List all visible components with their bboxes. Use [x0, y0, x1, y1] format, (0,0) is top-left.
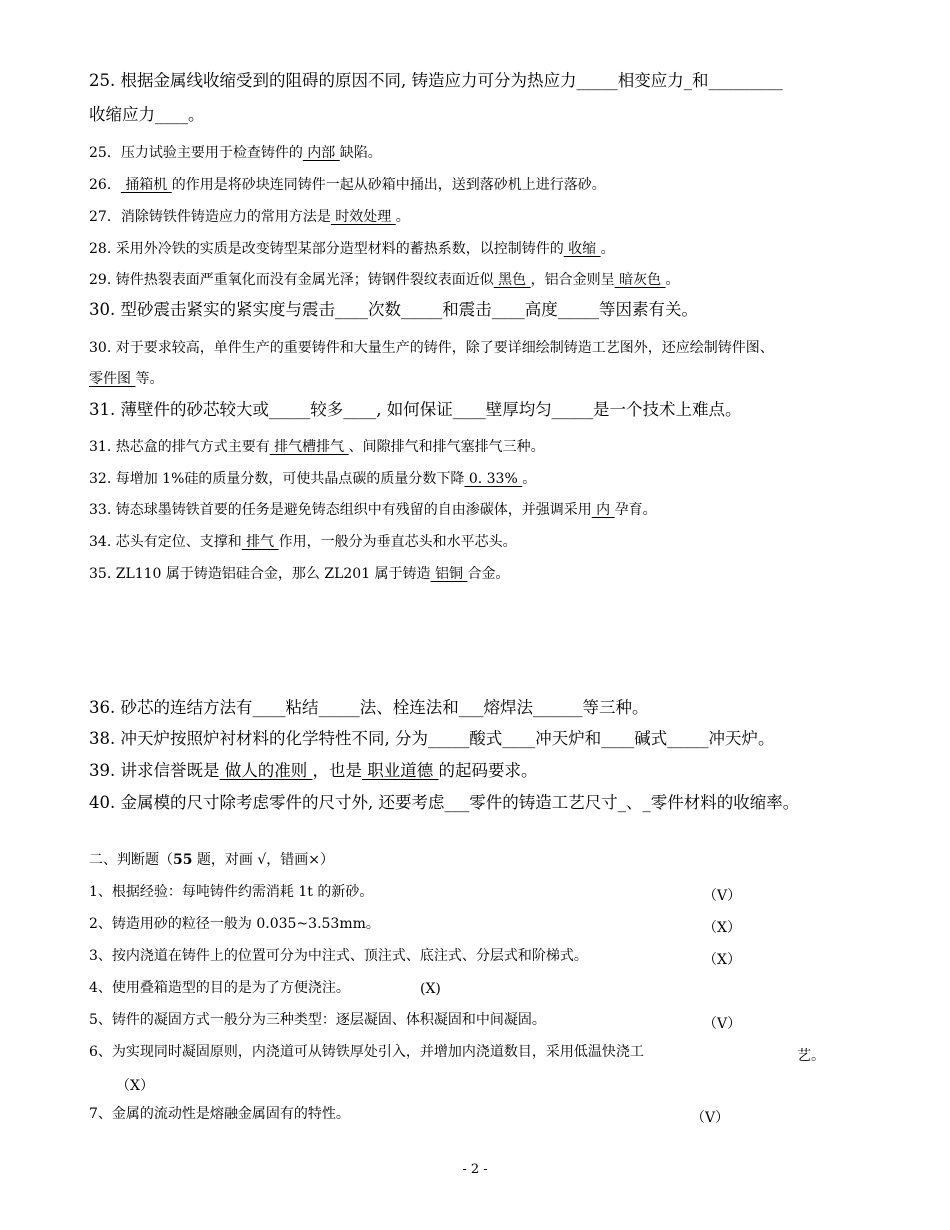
- question-text: 32. 每增加 1%硅的质量分数，可使共晶点碳的质量分数下降: [89, 471, 465, 487]
- question-text: 熔焊法: [483, 698, 533, 717]
- question-line-q30b: [89, 341, 774, 355]
- question-text: 31. 热芯盒的排气方式主要有: [89, 439, 270, 455]
- question-text: 29. 铸件热裂表面严重氧化而没有金属光泽；铸钢件裂纹表面近似: [89, 272, 494, 288]
- answer-blank: 职业道德: [362, 761, 439, 780]
- judgment-mark: （V）: [703, 888, 742, 904]
- judgment-mark: （X）: [703, 952, 741, 968]
- judgment-text: 1、根据经验：每吨铸件约需消耗 1t 的新砂。: [89, 884, 374, 900]
- answer-blank: 内部: [302, 145, 340, 161]
- question-text: _: [683, 71, 692, 90]
- judgment-item-3: [89, 949, 588, 963]
- question-text: 粘结: [285, 698, 319, 717]
- question-text: 碱式: [634, 729, 668, 748]
- judgment-text: 4、使用叠箱造型的目的是为了方便浇注。: [89, 980, 350, 996]
- judgment-item-5: [89, 1013, 546, 1027]
- judgment-mark: （X）: [703, 920, 741, 936]
- question-text: _____: [318, 698, 360, 717]
- judgment-mark: （V）: [691, 1110, 730, 1126]
- question-text: 31. 薄壁件的砂芯较大或: [89, 400, 269, 419]
- question-text: _: [617, 793, 626, 812]
- question-text: 和震击: [442, 300, 492, 319]
- judgment-text: 3、按内浇道在铸件上的位置可分为中注式、顶注式、底注式、分层式和阶梯式。: [89, 948, 588, 964]
- question-line-q30a: [89, 302, 698, 319]
- question-text: ____: [502, 729, 536, 748]
- question-text: 28. 采用外冷铁的实质是改变铸型某部分造型材料的蓄热系数，以控制铸件的: [89, 241, 564, 257]
- question-text: 的作用是将砂块连同铸件一起从砂箱中捅出，送到落砂机上进行落砂。: [171, 177, 606, 193]
- question-text: 。: [665, 272, 680, 288]
- question-text: 。: [522, 471, 537, 487]
- question-text: 30. 对于要求较高，单件生产的重要铸件和大量生产的铸件，除了要详细绘制铸造工艺图外，还应绘制铸件图、: [89, 340, 774, 356]
- judgment-item-1: [89, 885, 373, 899]
- answer-blank: 黑色: [493, 272, 531, 288]
- question-text: 。: [188, 105, 205, 124]
- question-text: _____: [551, 400, 593, 419]
- question-text: 35. ZL110 属于铸造铝硅合金，那么 ZL201 属于铸造: [89, 566, 431, 582]
- question-text: 冲天炉和: [535, 729, 602, 748]
- question-text: 孕育。: [614, 502, 657, 518]
- question-line-q29: [89, 273, 680, 287]
- question-text: 30. 型砂震击紧实的紧实度与震击: [89, 300, 335, 319]
- judgment-mark: (X): [420, 981, 441, 997]
- question-text: ____: [601, 729, 635, 748]
- question-line-q31b: [89, 440, 545, 454]
- answer-blank: 排气: [241, 534, 279, 550]
- question-text: 的起码要求。: [438, 761, 538, 780]
- question-text: 34. 芯头有定位、支撑和: [89, 534, 242, 550]
- question-line-q25a-cont: [89, 107, 205, 124]
- question-text: 26．: [89, 177, 121, 193]
- answer-blank: 零件图: [89, 371, 136, 387]
- question-text: 冲天炉。: [708, 729, 775, 748]
- question-text: 、: [625, 793, 643, 812]
- judgment-text-tail: 艺。: [797, 1048, 825, 1064]
- answer-blank: 时效处理: [330, 209, 396, 225]
- question-text: _____: [427, 729, 470, 748]
- question-line-q35: [89, 567, 509, 581]
- question-text: 25. 根据金属线收缩受到的阻碍的原因不同, 铸造应力可分为热应力: [89, 71, 577, 90]
- question-text: 零件材料的收缩率。: [650, 793, 800, 812]
- question-text: _: [642, 793, 651, 812]
- question-text: _____: [401, 300, 443, 319]
- question-text: 等因素有关。: [599, 300, 698, 319]
- question-text: 。: [600, 241, 615, 257]
- question-text: ____: [335, 300, 368, 319]
- question-line-q32: [89, 472, 536, 486]
- judgment-mark: （V）: [703, 1016, 742, 1032]
- question-line-q25b: [89, 146, 382, 160]
- question-line-q39: [89, 763, 538, 780]
- question-text: 法、栓连法和: [359, 698, 459, 717]
- judgment-text: 7、金属的流动性是熔融金属固有的特性。: [89, 1106, 350, 1122]
- judgment-text: 2、铸造用砂的粒径一般为 0.035~3.53mm。: [89, 916, 380, 932]
- answer-blank: 内: [591, 502, 615, 518]
- question-line-q30b-cont: [89, 372, 163, 386]
- question-text: 40. 金属模的尺寸除考虑零件的尺寸外, 还要考虑: [89, 793, 445, 812]
- question-text: 等三种。: [582, 698, 649, 717]
- question-text: 作用，一般分为垂直芯头和水平芯头。: [278, 534, 517, 550]
- question-text: 39. 讲求信誉既是: [89, 761, 220, 780]
- question-text: 次数: [368, 300, 401, 319]
- question-text: ____: [343, 400, 377, 419]
- question-text: 38. 冲天炉按照炉衬材料的化学特性不同, 分为: [89, 729, 428, 748]
- question-line-q40: [89, 795, 799, 812]
- question-text: 。: [395, 209, 410, 225]
- question-text: ______: [533, 698, 583, 717]
- question-text: 合金。: [467, 566, 510, 582]
- question-text: , 如何保证: [376, 400, 453, 419]
- judgment-item-2: [89, 917, 380, 931]
- question-line-q38: [89, 731, 774, 748]
- question-text: 、间隙排气和排气塞排气三种。: [348, 439, 545, 455]
- judgment-item-6: [89, 1045, 644, 1059]
- question-text: ____: [252, 698, 286, 717]
- judgment-item-4: [89, 981, 350, 995]
- question-text: 36. 砂芯的连结方法有: [89, 698, 253, 717]
- question-text: 零件的铸造工艺尺寸: [469, 793, 618, 812]
- question-text: ___: [458, 698, 484, 717]
- question-text: ____: [491, 300, 525, 319]
- question-text: ，铝合金则呈: [530, 272, 615, 288]
- question-line-q34: [89, 535, 517, 549]
- question-text: 酸式: [469, 729, 503, 748]
- judgment-item-7: [89, 1107, 350, 1121]
- question-text: 和: [691, 71, 709, 90]
- answer-blank: 收缩: [563, 241, 601, 257]
- answer-blank: 暗灰色: [614, 272, 666, 288]
- question-text: 33. 铸态球墨铸铁首要的任务是避免铸态组织中有残留的自由渗碳体，并强调采用: [89, 502, 592, 518]
- question-text: 是一个技术上难点。: [593, 400, 742, 419]
- question-line-q27: [89, 210, 410, 224]
- question-line-q36: [89, 700, 649, 717]
- question-line-q31a: [89, 402, 742, 419]
- page-number: - 2 -: [462, 1162, 488, 1177]
- question-text: ___: [444, 793, 470, 812]
- answer-blank: 做人的准则: [219, 761, 313, 780]
- question-text: 等。: [135, 371, 164, 387]
- question-text: 壁厚均匀: [485, 400, 552, 419]
- question-line-q33: [89, 503, 657, 517]
- question-text: 缺陷。: [339, 145, 382, 161]
- judgment-mark: （X）: [116, 1078, 154, 1094]
- question-text: ____: [155, 105, 188, 124]
- question-text: 25．压力试验主要用于检查铸件的: [89, 145, 303, 161]
- judgment-text: 5、铸件的凝固方式一般分为三种类型：逐层凝固、体积凝固和中间凝固。: [89, 1012, 546, 1028]
- answer-blank: 铝铜: [430, 566, 468, 582]
- answer-blank: 捅箱机: [120, 177, 172, 193]
- question-text: 27．消除铸铁件铸造应力的常用方法是: [89, 209, 331, 225]
- question-text: ____: [452, 400, 486, 419]
- question-text: 收缩应力: [89, 105, 155, 124]
- answer-blank: 0. 33%: [464, 471, 523, 487]
- judgment-text: 6、为实现同时凝固原则，内浇道可从铸铁厚处引入，并增加内浇道数目，采用低温快浇工: [89, 1044, 644, 1060]
- question-text: _____: [667, 729, 709, 748]
- question-text: _____: [576, 71, 618, 90]
- question-text: _____: [269, 400, 311, 419]
- section-2-title: 二、判断题（55 题，对画 √，错画×）: [89, 852, 335, 868]
- question-line-q28: [89, 242, 615, 256]
- question-text: _____: [557, 300, 599, 319]
- question-text: ，也是: [312, 761, 362, 780]
- question-text: 高度: [524, 300, 558, 319]
- question-line-q25a: [89, 73, 783, 90]
- question-text: 较多: [310, 400, 344, 419]
- question-text: _________: [708, 71, 783, 90]
- question-text: 相变应力: [617, 71, 684, 90]
- question-line-q26: [89, 178, 606, 192]
- answer-blank: 排气槽排气: [269, 439, 349, 455]
